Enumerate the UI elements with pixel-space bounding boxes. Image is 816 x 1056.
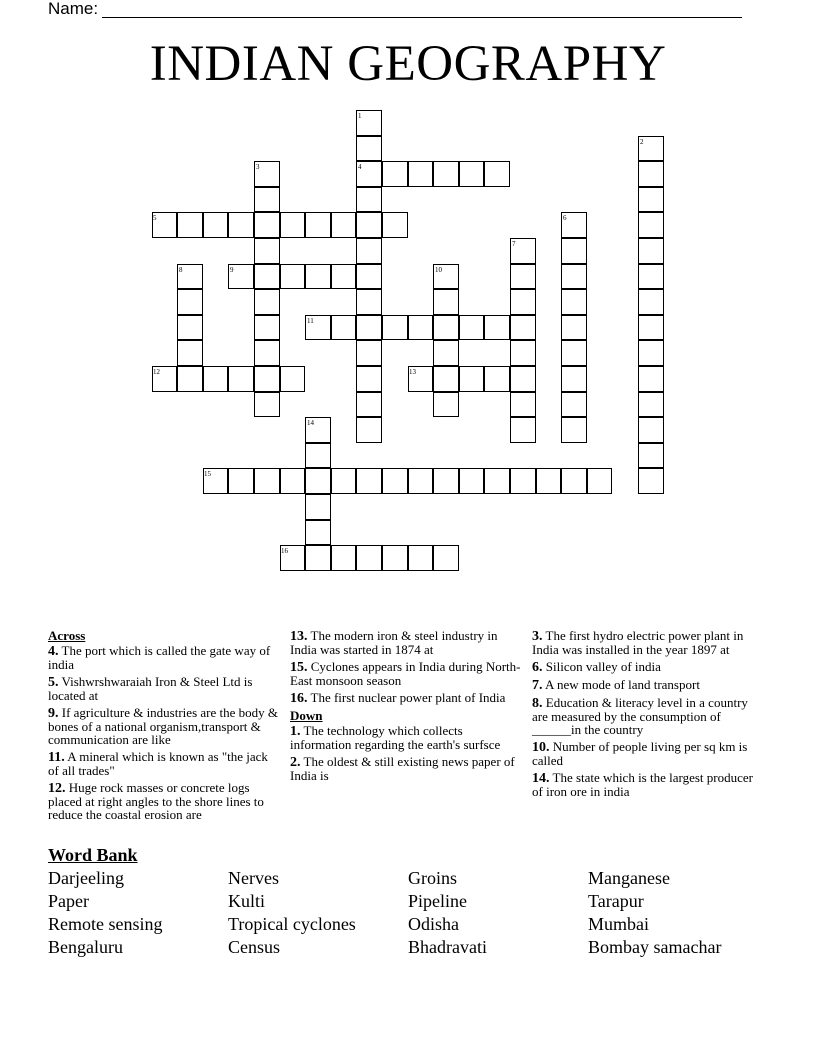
crossword-cell[interactable] — [331, 468, 357, 494]
word-bank-item: Kulti — [228, 891, 266, 911]
crossword-cell[interactable] — [638, 289, 664, 315]
crossword-cell[interactable] — [433, 366, 459, 392]
crossword-cell[interactable] — [433, 264, 459, 290]
crossword-cell[interactable] — [536, 468, 562, 494]
crossword-cell[interactable] — [510, 264, 536, 290]
crossword-cell[interactable] — [305, 443, 331, 469]
clue-across-4: 4. The port which is called the gate way of india — [48, 643, 271, 672]
crossword-cell[interactable] — [356, 315, 382, 341]
clue-across-9: 9. If agriculture & industries are the body & bones of a national organism,transport & communication are like — [48, 705, 278, 747]
crossword-cell[interactable] — [356, 392, 382, 418]
crossword-cell[interactable] — [382, 161, 408, 187]
crossword-cell[interactable] — [254, 468, 280, 494]
crossword-cell[interactable] — [331, 264, 357, 290]
crossword-cell[interactable] — [638, 264, 664, 290]
crossword-cell[interactable] — [228, 212, 254, 238]
crossword-cell[interactable] — [382, 212, 408, 238]
clue-across-15: 15. Cyclones appears in India during North-East monsoon season — [290, 659, 521, 688]
crossword-cell[interactable] — [433, 468, 459, 494]
crossword-cell[interactable] — [356, 289, 382, 315]
crossword-cell[interactable] — [638, 417, 664, 443]
clue-down-3: 3. The first hydro electric power plant in India was installed in the year 1897 at — [532, 628, 744, 657]
crossword-cell[interactable] — [638, 443, 664, 469]
clue-number-3: 3 — [256, 163, 260, 171]
crossword-cell[interactable] — [510, 315, 536, 341]
word-bank-item: Mumbai — [588, 914, 649, 934]
clue-number-7: 7 — [512, 240, 516, 248]
crossword-cell[interactable] — [561, 366, 587, 392]
crossword-cell[interactable] — [638, 238, 664, 264]
crossword-cell[interactable] — [254, 161, 280, 187]
crossword-cell[interactable] — [177, 340, 203, 366]
word-bank-item: Bhadravati — [408, 937, 487, 957]
crossword-cell[interactable] — [356, 340, 382, 366]
crossword-cell[interactable] — [510, 366, 536, 392]
clue-down-7: 7. A new mode of land transport — [532, 677, 700, 693]
crossword-cell[interactable] — [331, 545, 357, 571]
crossword-cell[interactable] — [459, 315, 485, 341]
crossword-cell[interactable] — [510, 289, 536, 315]
crossword-cell[interactable] — [356, 366, 382, 392]
clue-number-8: 8 — [179, 266, 183, 274]
crossword-cell[interactable] — [638, 468, 664, 494]
crossword-cell[interactable] — [382, 545, 408, 571]
crossword-cell[interactable] — [356, 264, 382, 290]
clue-number-16: 16 — [281, 547, 288, 555]
clue-across-13: 13. The modern iron & steel industry in India was started in 1874 at — [290, 628, 498, 657]
crossword-cell[interactable] — [484, 468, 510, 494]
clue-down-10: 10. Number of people living per sq km is called — [532, 739, 748, 768]
clue-number-11: 11 — [307, 317, 314, 325]
clue-number-13: 13 — [409, 368, 416, 376]
crossword-cell[interactable] — [305, 315, 331, 341]
clue-number-1: 1 — [358, 112, 362, 120]
crossword-cell[interactable] — [382, 468, 408, 494]
word-bank-heading: Word Bank — [48, 845, 138, 865]
clue-number-9: 9 — [230, 266, 234, 274]
crossword-cell[interactable] — [510, 238, 536, 264]
crossword-cell[interactable] — [638, 315, 664, 341]
crossword-cell[interactable] — [561, 264, 587, 290]
crossword-cell[interactable] — [177, 264, 203, 290]
word-bank-item: Paper — [48, 891, 89, 911]
crossword-cell[interactable] — [433, 289, 459, 315]
crossword-cell[interactable] — [305, 264, 331, 290]
clue-down-14: 14. The state which is the largest producer of iron ore in india — [532, 770, 753, 799]
word-bank-item: Tarapur — [588, 891, 644, 911]
crossword-cell[interactable] — [459, 366, 485, 392]
crossword-cell[interactable] — [152, 212, 178, 238]
clue-number-15: 15 — [204, 470, 211, 478]
crossword-cell[interactable] — [408, 366, 434, 392]
crossword-cell[interactable] — [305, 545, 331, 571]
crossword-cell[interactable] — [638, 340, 664, 366]
crossword-cell[interactable] — [433, 340, 459, 366]
crossword-cell[interactable] — [331, 315, 357, 341]
clue-number-5: 5 — [153, 214, 157, 222]
clue-across-11: 11. A mineral which is known as "the jack of all trades" — [48, 749, 268, 778]
word-bank-item: Remote sensing — [48, 914, 163, 934]
crossword-cell[interactable] — [356, 136, 382, 162]
crossword-cell[interactable] — [408, 545, 434, 571]
crossword-cell[interactable] — [280, 545, 306, 571]
crossword-cell[interactable] — [356, 545, 382, 571]
word-bank-item: Odisha — [408, 914, 459, 934]
clues-column-1 — [48, 629, 280, 825]
crossword-cell[interactable] — [638, 392, 664, 418]
crossword-cell[interactable] — [356, 110, 382, 136]
crossword-cell[interactable] — [305, 520, 331, 546]
crossword-cell[interactable] — [587, 468, 613, 494]
word-bank-item: Pipeline — [408, 891, 467, 911]
name-field[interactable] — [48, 0, 742, 18]
crossword-cell[interactable] — [561, 417, 587, 443]
crossword-cell[interactable] — [561, 289, 587, 315]
crossword-cell[interactable] — [254, 340, 280, 366]
crossword-cell[interactable] — [408, 161, 434, 187]
crossword-cell[interactable] — [433, 161, 459, 187]
crossword-cell[interactable] — [484, 161, 510, 187]
word-bank-item: Manganese — [588, 868, 670, 888]
page-title: INDIAN GEOGRAPHY — [149, 36, 667, 92]
crossword-cell[interactable] — [356, 212, 382, 238]
crossword-cell[interactable] — [382, 315, 408, 341]
crossword-cell[interactable] — [331, 212, 357, 238]
crossword-cell[interactable] — [177, 289, 203, 315]
word-bank-item: Tropical cyclones — [228, 914, 356, 934]
crossword-cell[interactable] — [254, 212, 280, 238]
crossword-cell[interactable] — [280, 366, 306, 392]
word-bank-item: Census — [228, 937, 281, 957]
crossword-cell[interactable] — [433, 545, 459, 571]
crossword-cell[interactable] — [305, 468, 331, 494]
clue-number-14: 14 — [307, 419, 314, 427]
crossword-cell[interactable] — [408, 315, 434, 341]
clue-number-12: 12 — [153, 368, 160, 376]
crossword-cell[interactable] — [177, 212, 203, 238]
crossword-cell[interactable] — [177, 366, 203, 392]
clue-number-6: 6 — [563, 214, 567, 222]
clue-down-6: 6. Silicon valley of india — [532, 659, 661, 675]
down-heading: Down — [290, 708, 323, 723]
crossword-cell[interactable] — [561, 392, 587, 418]
crossword-cell[interactable] — [228, 366, 254, 392]
crossword-cell[interactable] — [356, 238, 382, 264]
word-bank-item: Bengaluru — [48, 937, 123, 957]
crossword-cell[interactable] — [561, 315, 587, 341]
crossword-cell[interactable] — [433, 392, 459, 418]
word-bank-item: Bombay samachar — [588, 937, 722, 957]
crossword-cell[interactable] — [459, 468, 485, 494]
crossword-cell[interactable] — [484, 315, 510, 341]
crossword-cell[interactable] — [459, 161, 485, 187]
crossword-cell[interactable] — [638, 187, 664, 213]
crossword-cell[interactable] — [561, 468, 587, 494]
crossword-cell[interactable] — [305, 212, 331, 238]
crossword-cell[interactable] — [356, 161, 382, 187]
crossword-cell[interactable] — [356, 468, 382, 494]
crossword-cell[interactable] — [433, 315, 459, 341]
crossword-cell[interactable] — [510, 468, 536, 494]
crossword-cell[interactable] — [254, 238, 280, 264]
crossword-cell[interactable] — [510, 417, 536, 443]
crossword-cell[interactable] — [510, 392, 536, 418]
crossword-cell[interactable] — [305, 494, 331, 520]
crossword-cell[interactable] — [228, 264, 254, 290]
clue-across-16: 16. The first nuclear power plant of India — [290, 690, 506, 706]
crossword-cell[interactable] — [280, 264, 306, 290]
crossword-cell[interactable] — [254, 315, 280, 341]
clue-across-12: 12. Huge rock masses or concrete logs placed at right angles to the shore lines to reduce the coastal erosion are — [48, 780, 264, 822]
crossword-cell[interactable] — [152, 366, 178, 392]
name-label: Name: — [48, 0, 99, 18]
crossword-cell[interactable] — [561, 238, 587, 264]
crossword-cell[interactable] — [254, 366, 280, 392]
crossword-cell[interactable] — [280, 468, 306, 494]
clues-column-2 — [290, 629, 522, 786]
clues-column-3 — [532, 629, 764, 802]
clue-down-1: 1. The technology which collects information regarding the earth's surfsce — [290, 723, 501, 752]
word-bank-item: Darjeeling — [48, 868, 124, 888]
crossword-cell[interactable] — [254, 264, 280, 290]
clue-number-10: 10 — [435, 266, 442, 274]
crossword-cell[interactable] — [228, 468, 254, 494]
crossword-cell[interactable] — [356, 417, 382, 443]
clue-across-5: 5. Vishwrshwaraiah Iron & Steel Ltd is located at — [48, 674, 253, 703]
crossword-cell[interactable] — [177, 315, 203, 341]
crossword-cell[interactable] — [203, 366, 229, 392]
crossword-cell[interactable] — [638, 212, 664, 238]
across-heading: Across — [48, 628, 86, 643]
crossword-cell[interactable] — [561, 340, 587, 366]
name-underline[interactable] — [102, 3, 742, 18]
word-bank-item: Groins — [408, 868, 457, 888]
crossword-cell[interactable] — [638, 136, 664, 162]
crossword-cell[interactable] — [203, 468, 229, 494]
crossword-cell[interactable] — [638, 366, 664, 392]
clue-down-8: 8. Education & literacy level in a country are measured by the consumption of ______in the country — [532, 695, 748, 737]
crossword-cell[interactable] — [561, 212, 587, 238]
crossword-cell[interactable] — [305, 417, 331, 443]
crossword-cell[interactable] — [356, 187, 382, 213]
word-bank — [48, 867, 778, 958]
crossword-cell[interactable] — [638, 161, 664, 187]
clue-number-4: 4 — [358, 163, 362, 171]
crossword-cell[interactable] — [203, 212, 229, 238]
crossword-cell[interactable] — [510, 340, 536, 366]
crossword-cell[interactable] — [254, 187, 280, 213]
word-bank-item: Nerves — [228, 868, 279, 888]
clue-down-2: 2. The oldest & still existing news paper of India is — [290, 754, 515, 783]
crossword-cell[interactable] — [408, 468, 434, 494]
clue-number-2: 2 — [640, 138, 644, 146]
crossword-cell[interactable] — [280, 212, 306, 238]
crossword-cell[interactable] — [484, 366, 510, 392]
crossword-cell[interactable] — [254, 392, 280, 418]
crossword-cell[interactable] — [254, 289, 280, 315]
